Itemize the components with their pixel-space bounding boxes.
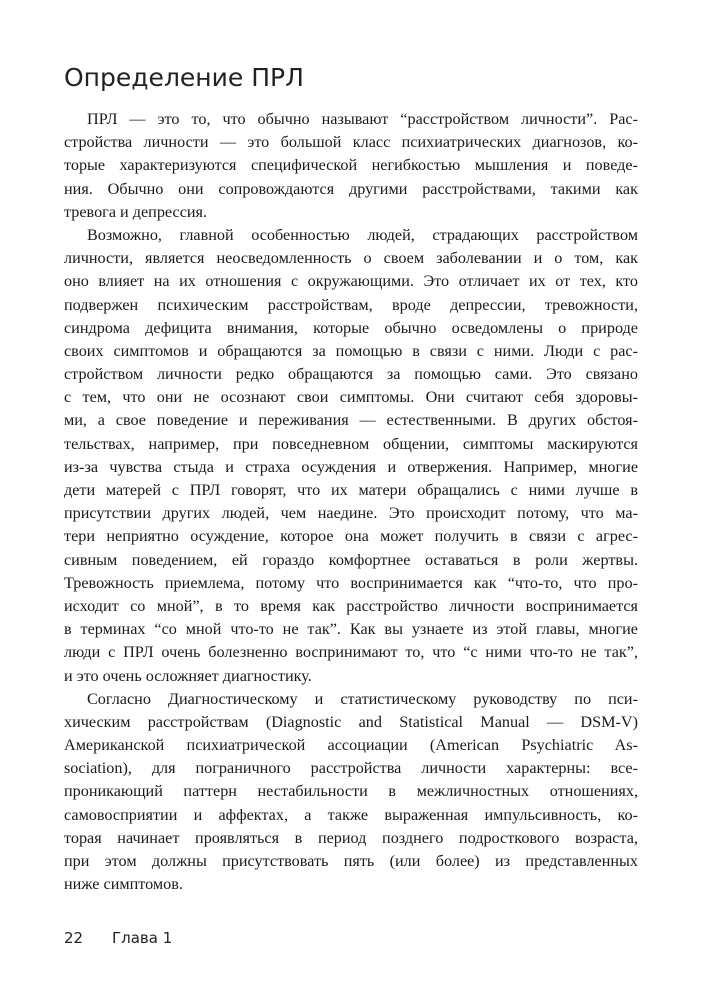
text-line: самовосприятии и аффектах, а также выраженная импульсивность, ко- — [64, 805, 638, 824]
text-line: с тем, что они не осознают свои симптомы. Они считают себя здоровы- — [64, 388, 638, 407]
section-heading: Определение ПРЛ — [64, 63, 304, 92]
text-line: в терминах “со мной что-то не так”. Как вы узнаете из этой главы, многие — [64, 620, 638, 639]
text-line: при этом должны присутствовать пять (или более) из представленных — [64, 852, 638, 870]
body-text — [64, 108, 638, 896]
paragraph — [64, 688, 638, 897]
text-line: присутствии других людей, чем наедине. Это происходит потому, что ма- — [64, 504, 638, 523]
text-line: синдрома дефицита внимания, которые обычно осведомлены о природе — [64, 318, 638, 337]
text-line: сивным поведением, ей гораздо комфортнее оставаться в роли жертвы. — [64, 550, 638, 569]
text-line: тельствах, например, при повседневном общении, симптомы маскируются — [64, 434, 638, 453]
text-line: проникающий паттерн нестабильности в межличностных отношениях, — [64, 782, 638, 801]
text-line: торая начинает проявляться в период позднего подросткового возраста, — [64, 828, 638, 847]
text-line: оно влияет на их отношения с окружающими. Это отличает их от тех, кто — [64, 272, 638, 291]
text-line: тревога и депрессия. — [64, 202, 208, 221]
text-line: хическим расстройствам (Diagnostic and Statistical Manual — DSM-V) — [64, 712, 638, 731]
text-line: стройством личности редко обращаются за помощью сами. Это связано — [64, 365, 638, 384]
text-line: ми, а свое поведение и переживания — естественными. В других обстоя- — [64, 411, 638, 430]
text-line: и это очень осложняет диагностику. — [64, 666, 312, 685]
text-line: тери неприятно осуждение, которое она может получить в связи с агрес- — [64, 527, 638, 546]
text-line: Возможно, главной особенностью людей, страдающих расстройством — [87, 225, 638, 244]
text-line: своих симптомов и обращаются за помощью в связи с ними. Люди с рас- — [64, 341, 638, 360]
text-line: люди с ПРЛ очень болезненно воспринимают то, что “с ними что-то не так”, — [64, 643, 638, 662]
text-line: Тревожность приемлема, потому что воспринимается как “что-то, что про- — [64, 573, 638, 592]
text-line: стройства личности — это большой класс психиатрических диагнозов, ко- — [64, 133, 638, 152]
text-line: подвержен психическим расстройствам, вроде депрессии, тревожности, — [64, 295, 638, 314]
text-line: Согласно Диагностическому и статистическому руководству по пси- — [87, 689, 638, 708]
text-line: ПРЛ — это то, что обычно называют “расстройством личности”. Рас- — [87, 110, 638, 128]
text-line: sociation), для пограничного расстройства личности характерны: все- — [64, 759, 638, 778]
text-line: исходит со мной”, в то время как расстройство личности воспринимается — [64, 596, 638, 615]
page-footer — [64, 928, 172, 948]
text-line: из-за чувства стыда и страха осуждения и отвержения. Например, многие — [64, 457, 638, 476]
chapter-label: Глава 1 — [112, 929, 173, 947]
page-number: 22 — [64, 929, 84, 947]
text-line: торые характеризуются специфической негибкостью мышления и поведе- — [64, 156, 638, 175]
paragraph — [64, 108, 638, 224]
text-line: дети матерей с ПРЛ говорят, что их матери обращались с ними лучше в — [64, 481, 638, 499]
text-line: личности, является неосведомленность о своем заболевании и о том, как — [64, 249, 638, 268]
text-line: Американской психиатрической ассоциации (American Psychiatric As- — [64, 736, 638, 755]
text-line: ниже симптомов. — [64, 875, 183, 894]
paragraph — [64, 224, 638, 688]
text-line: ния. Обычно они сопровождаются другими расстройствами, такими как — [64, 179, 638, 198]
